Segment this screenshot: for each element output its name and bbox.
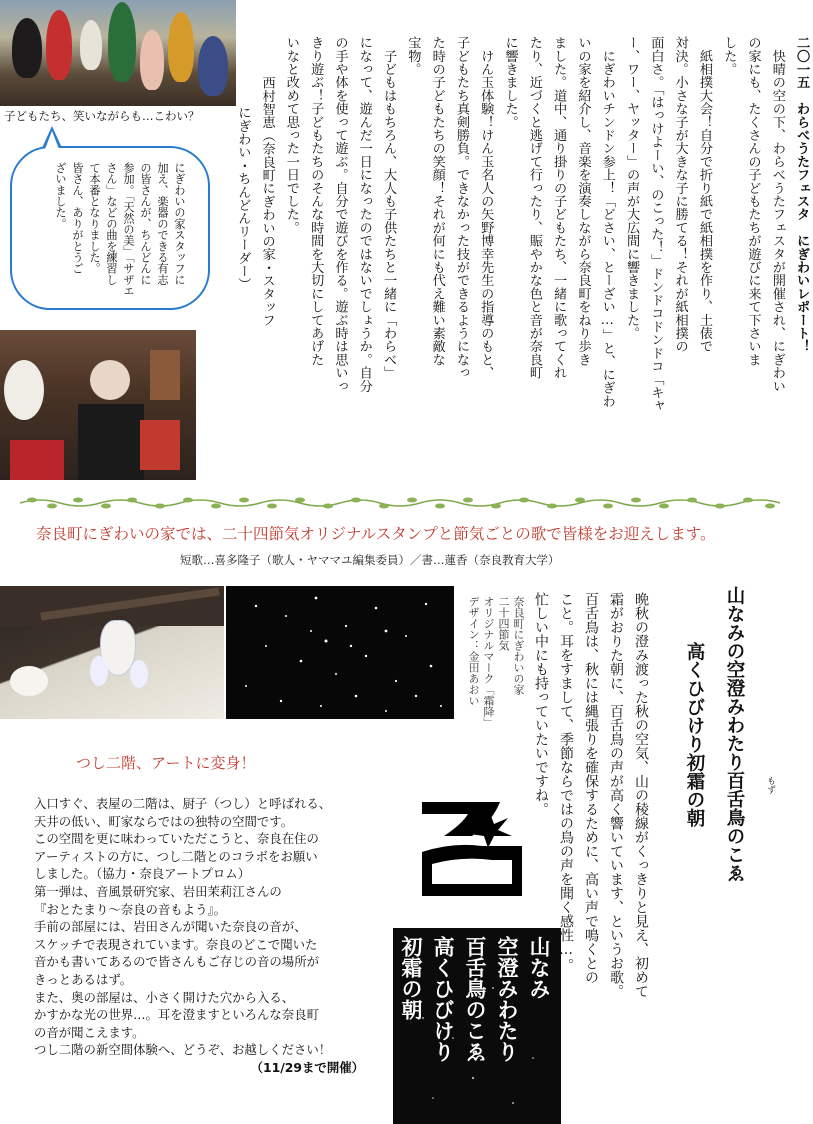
poem-ruby: もず xyxy=(765,776,775,794)
credit-text: 短歌…喜多隆子（歌人・ヤママユ編集委員）／書…蓮香（奈良教育大学） xyxy=(180,553,560,567)
calligraphy-image: 山なみ 空澄みわたり 百舌鳥のこゑ 高くひびけり 初霜の朝 xyxy=(393,928,561,1124)
soukou-mark-logo xyxy=(422,796,526,900)
banner-text: 奈良町にぎわいの家では、二十四節気オリジナルスタンプと節気ごとの歌で皆様をお迎えします。 xyxy=(36,525,716,543)
photo-caption: 子どもたち、笑いながらも…こわい？ xyxy=(4,109,200,123)
poem-line2: 高くひびけり初霜の朝 xyxy=(684,642,705,827)
mark-caption: 奈良町にぎわいの家 二十四節気 オリジナルマーク「霜降」 デザイン：金田あおい xyxy=(467,596,525,728)
report-title: 二〇一五 わらべうたフェスタ にぎわいレポート！ xyxy=(794,36,810,353)
vine-divider xyxy=(20,495,780,511)
essay-text: 晩秋の澄み渡った秋の空気、山の稜線がくっきりと見え、初めて 霜がおりた朝に、百舌鳥の声が高く響いています、というお歌。 百舌鳥は、秋には縄張りを確保するために、高い声で鳴くとの こと。耳をすまして、季節ならではの鳥の声を聞く感性…。 忙しい中にも持っていたいですね。 xyxy=(533,592,649,998)
photo-light-installation xyxy=(226,586,454,719)
poem-line1: 山なみの空澄みわたり百舌鳥の xyxy=(724,586,745,845)
tanka-poem xyxy=(674,586,754,882)
photo-chindon-parade xyxy=(0,0,236,106)
art-period: （11/29まで開催） xyxy=(250,1059,364,1075)
photo-paper-art xyxy=(0,586,224,719)
art-section-body: 入口すぐ、表屋の二階は、厨子（つし）と呼ばれる、 天井の低い、町家ならではの独特の空間です。 この空間を更に味わっていただこうと、奈良在住の アーティストの方に、つし二階とのコラボをお願い しました。（協力・奈良アートプロム） 第一弾は、音風景研究家、岩田茉莉江さんの 『おとたまり～奈良の音もよう』。 手前の部屋には、岩田さんが聞いた奈良の音が、 スケッチで表現されています。奈良のどこで聞いた 音かも書いてあるので皆さんもご存じの音の場所が きっとあるはず。 また、奥の部屋は、小さく開けた穴から入る、 かすかな光の世界…。耳を澄ますといろんな奈良町 の音が聞こえます。 つし二階の新空間体験へ、どうぞ、お越しください！ （11/29まで開催） xyxy=(34,795,454,1077)
art-section-title: つし二階、アートに変身！ xyxy=(76,754,256,772)
report-signature: 西村智恵（奈良町にぎわいの家・スタッフ xyxy=(259,76,275,327)
report-signature-role: にぎわい・ちんどんリーダー） xyxy=(235,106,251,291)
bubble-text: にぎわいの家スタッフに 加え、楽器のできる有志 の皆さんが、ちんどんに 参加。「天然の美」「サザエ さん」などの曲を練習し て本番となりました。 皆さん、ありがとうご ざいました。 xyxy=(54,162,186,297)
report-text: 二〇一五 わらべうたフェスタ にぎわいレポート！ 快晴の空の下、わらべうたフェスタが開催され、にぎわい の家にも、たくさんの子どもたちが遊びに来て下さいま した。 紙相撲大会！自分で折り紙で紙相撲を作り、土俵で 対決。小さな子が大きな子に勝てる！それが紙相撲の 面白さ。「はっけよーい、のこった！」ドンドコドンドコ「キャ ー、ワー、ヤッター」の声が大広間に響きました。 にぎわいチンドン参上！「どさい、とーざい…」と、にぎわ いの家を紹介し、音楽を演奏しながら奈良町をねり歩き ました。道中、通り掛りの子どもたち、一緒に歌ってくれ たり、近づくと逃げて行ったり、賑やかな色と音が奈良町 に響きました。 けん玉体験！けん玉名人の矢野博幸先生の指導のもと、 子どもたち真剣勝負。できなかった技ができるようになっ た時の子どもたちの笑顔！それが何にも代え難い素敵な 宝物。 子どもはもちろん、大人も子供たちと一緒に「わらべ」 になって、遊んだ一日になったのではないでしょうか。自分 の手や体を使って遊ぶ。自分で遊びを作る。遊ぶ時は思いっ きり遊ぶ！子どもたちのそんな時間を大切にしてあげた いなと改めて思った一日でした。 西村智恵（奈良町にぎわいの家・スタッフ にぎわい・ちんどんリーダー） xyxy=(230,36,813,496)
photo-chindon-performers xyxy=(0,330,196,480)
speech-bubble xyxy=(10,146,210,310)
poem-line1-end: こゑ xyxy=(724,845,745,882)
